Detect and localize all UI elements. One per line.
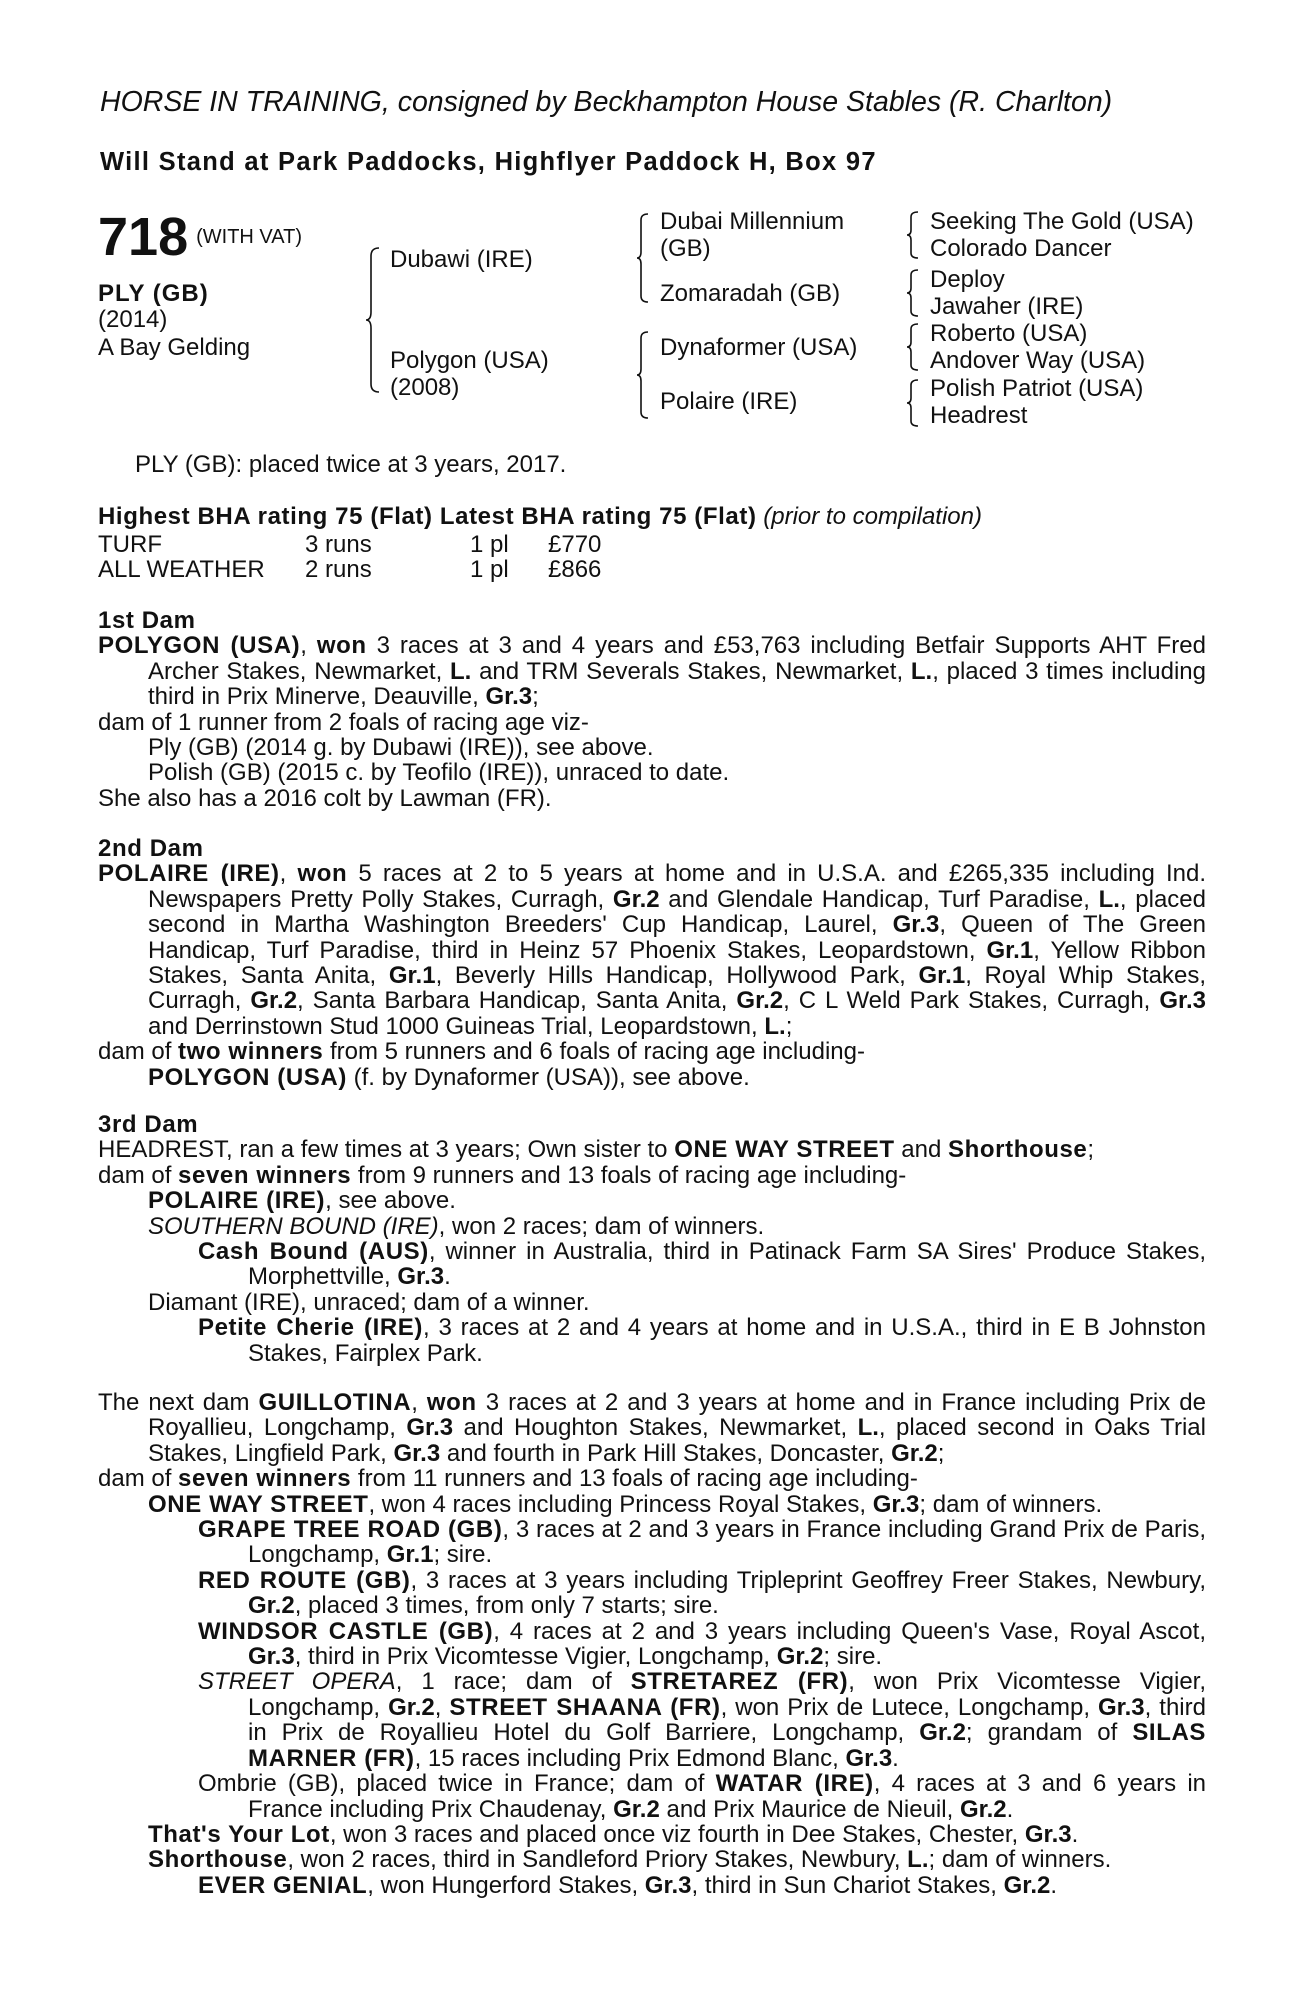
pedigree-ssd: Colorado Dancer bbox=[930, 235, 1112, 262]
produce-ever-genial: EVER GENIAL, won Hungerford Stakes, Gr.3, third in Sun Chariot Stakes, Gr.2. bbox=[198, 1871, 1058, 1899]
record-runs: 2 runs bbox=[305, 556, 372, 583]
produce-street-opera: STREET OPERA, 1 race; dam of STRETAREZ (FR), won Prix Vicomtesse Vigier, Longchamp, Gr.2, STREET SHAANA (FR), won Prix de Lutece, Longchamp, Gr.3, third in Prix de Royallieu Hotel du Golf Barriere, Longchamp, Gr.2; grandam of SILAS MARNER (FR), 15 races including Prix Edmond Blanc, Gr.3. bbox=[198, 1668, 1207, 1772]
third-dam-produce: dam of seven winners from 9 runners and 13 foals of racing age including- bbox=[98, 1161, 907, 1189]
pedigree-sire: Dubawi (IRE) bbox=[390, 246, 533, 273]
pedigree-sire-dam: Zomaradah (GB) bbox=[660, 280, 841, 307]
produce-polygon: POLYGON (USA) (f. by Dynaformer (USA)), see above. bbox=[148, 1063, 750, 1091]
pedigree-dam-dam: Polaire (IRE) bbox=[660, 388, 798, 415]
second-dam-section bbox=[98, 836, 1206, 1090]
record-surface: TURF bbox=[98, 531, 162, 558]
second-dam-record: POLAIRE (IRE), won 5 races at 2 to 5 years at home and in U.S.A. and £265,335 including Ind. Newspapers Pretty Polly Stakes, Curragh, Gr.2 and Glendale Handicap, Turf Paradise, L., placed second in Martha Washington Breeders' Cup Handicap, Laurel, Gr.3, Queen of The Green Handicap, Turf Paradise, third in Heinz 57 Phoenix Stakes, Leopardstown, Gr.1, Yellow Ribbon Stakes, Santa Anita, Gr.1, Beverly Hills Handicap, Hollywood Park, Gr.1, Royal Whip Stakes, Curragh, Gr.2, Santa Barbara Handicap, Santa Anita, Gr.2, C L Weld Park Stakes, Curragh, Gr.3 and Derrinstown Stud 1000 Guineas Trial, Leopardstown, L.; bbox=[98, 860, 1207, 1040]
first-dam-section bbox=[98, 608, 1206, 811]
pedigree-sdd: Jawaher (IRE) bbox=[930, 293, 1084, 320]
vat-label: (WITH VAT) bbox=[196, 226, 303, 248]
pedigree-sire-sire: Dubai Millennium bbox=[660, 208, 845, 235]
pedigree-brace-sire bbox=[636, 212, 650, 304]
dam-name: POLYGON (USA) bbox=[98, 632, 301, 660]
produce-ply: Ply (GB) (2014 g. by Dubawi (IRE)), see above. bbox=[148, 734, 654, 762]
next-dam-section bbox=[98, 1390, 1206, 1898]
produce-southern-bound: SOUTHERN BOUND (IRE), won 2 races; dam of winners. bbox=[148, 1212, 765, 1240]
produce-red-route: RED ROUTE (GB), 3 races at 3 years including Tripleprint Geoffrey Freer Stakes, Newbury, Gr.2, placed 3 times, from only 7 starts; sire. bbox=[198, 1566, 1206, 1620]
pedigree-dsd: Andover Way (USA) bbox=[930, 347, 1146, 374]
pedigree-brace-ss bbox=[906, 210, 920, 260]
produce-polaire: POLAIRE (IRE), see above. bbox=[148, 1187, 456, 1215]
pedigree-dam: Polygon (USA) bbox=[390, 347, 549, 374]
pedigree-sds: Deploy bbox=[930, 266, 1005, 293]
produce-diamant: Diamant (IRE), unraced; dam of a winner. bbox=[148, 1288, 590, 1316]
record-prize: £866 bbox=[548, 556, 602, 583]
pedigree-dss: Roberto (USA) bbox=[930, 320, 1088, 347]
pedigree-brace-dd bbox=[906, 378, 920, 428]
bha-rating-text: Highest BHA rating 75 (Flat) Latest BHA rating 75 (Flat) bbox=[98, 503, 757, 530]
pedigree-sire-sire-country: (GB) bbox=[660, 235, 711, 262]
produce-thats-your-lot: That's Your Lot, won 3 races and placed once viz fourth in Dee Stakes, Chester, Gr.3. bbox=[148, 1820, 1079, 1848]
first-dam-record: POLYGON (USA), won 3 races at 3 and 4 years and £53,763 including Betfair Supports AHT Fred Archer Stakes, Newmarket, L. and TRM Severals Stakes, Newmarket, L., placed 3 times including third in Prix Minerve, Deauville, Gr.3; bbox=[98, 632, 1206, 711]
pedigree-brace-ds bbox=[906, 322, 920, 372]
produce-ombrie: Ombrie (GB), placed twice in France; dam of WATAR (IRE), 4 races at 3 and 6 years in France including Prix Chaudenay, Gr.2 and Prix Maurice de Nieuil, Gr.2. bbox=[198, 1770, 1207, 1823]
next-dam-record: The next dam GUILLOTINA, won 3 races at 2 and 3 years at home and in France including Prix de Royallieu, Longchamp, Gr.3 and Houghton Stakes, Newmarket, L., placed second in Oaks Trial Stakes, Lingfield Park, Gr.3 and fourth in Park Hill Stakes, Doncaster, Gr.2; bbox=[98, 1389, 1206, 1467]
lot-number-block bbox=[98, 206, 302, 268]
record-placed: 1 pl bbox=[470, 556, 509, 583]
record-placed: 1 pl bbox=[470, 531, 509, 558]
consignor-heading: HORSE IN TRAINING, consigned by Beckhampton House Stables (R. Charlton) bbox=[100, 86, 1113, 118]
next-dam-produce: dam of seven winners from 11 runners and 13 foals of racing age including- bbox=[98, 1465, 918, 1493]
pedigree-brace-sd bbox=[906, 268, 920, 318]
bha-rating bbox=[98, 503, 982, 531]
pedigree-brace-main bbox=[365, 246, 381, 394]
lot-number: 718 bbox=[98, 207, 189, 267]
produce-colt: She also has a 2016 colt by Lawman (FR). bbox=[98, 784, 552, 812]
dam-name: POLAIRE (IRE) bbox=[98, 860, 280, 888]
produce-cash-bound: Cash Bound (AUS), winner in Australia, third in Patinack Farm SA Sires' Produce Stakes, Morphettville, Gr.3. bbox=[198, 1238, 1206, 1291]
third-dam-section bbox=[98, 1112, 1206, 1366]
horse-description: A Bay Gelding bbox=[98, 334, 251, 361]
bha-rating-note: (prior to compilation) bbox=[763, 503, 982, 530]
pedigree-brace-dam bbox=[636, 330, 650, 420]
race-summary: PLY (GB): placed twice at 3 years, 2017. bbox=[135, 451, 567, 478]
produce-shorthouse: Shorthouse, won 2 races, third in Sandleford Priory Stakes, Newbury, L.; dam of winners. bbox=[148, 1846, 1112, 1874]
pedigree-ddd: Headrest bbox=[930, 402, 1028, 429]
pedigree-sss: Seeking The Gold (USA) bbox=[930, 208, 1194, 235]
pedigree-dam-sire: Dynaformer (USA) bbox=[660, 334, 858, 361]
pedigree-dds: Polish Patriot (USA) bbox=[930, 375, 1144, 402]
pedigree-dam-year: (2008) bbox=[390, 374, 460, 401]
horse-name: PLY (GB) bbox=[98, 280, 209, 307]
produce-petite-cherie: Petite Cherie (IRE), 3 races at 2 and 4 years at home and in U.S.A., third in E B Johnston Stakes, Fairplex Park. bbox=[198, 1314, 1206, 1367]
first-dam-heading: 1st Dam bbox=[98, 607, 196, 634]
third-dam-heading: 3rd Dam bbox=[98, 1111, 199, 1138]
record-runs: 3 runs bbox=[305, 531, 372, 558]
record-prize: £770 bbox=[548, 531, 602, 558]
stable-location: Will Stand at Park Paddocks, Highflyer Paddock H, Box 97 bbox=[100, 148, 877, 176]
record-surface: ALL WEATHER bbox=[98, 556, 265, 583]
second-dam-heading: 2nd Dam bbox=[98, 835, 204, 862]
produce-grape-tree-road: GRAPE TREE ROAD (GB), 3 races at 2 and 3 years in France including Grand Prix de Paris, Longchamp, Gr.1; sire. bbox=[198, 1516, 1206, 1569]
second-dam-produce: dam of two winners from 5 runners and 6 foals of racing age including- bbox=[98, 1038, 865, 1066]
produce-one-way-street: ONE WAY STREET, won 4 races including Princess Royal Stakes, Gr.3; dam of winners. bbox=[148, 1490, 1103, 1518]
horse-year: (2014) bbox=[98, 306, 168, 333]
produce-polish: Polish (GB) (2015 c. by Teofilo (IRE)), unraced to date. bbox=[148, 759, 730, 787]
third-dam-record: HEADREST, ran a few times at 3 years; Own sister to ONE WAY STREET and Shorthouse; bbox=[98, 1136, 1095, 1164]
first-dam-produce: dam of 1 runner from 2 foals of racing age viz- bbox=[98, 708, 589, 736]
produce-windsor-castle: WINDSOR CASTLE (GB), 4 races at 2 and 3 years including Queen's Vase, Royal Ascot, Gr.3, third in Prix Vicomtesse Vigier, Longchamp, Gr.2; sire. bbox=[198, 1617, 1206, 1671]
